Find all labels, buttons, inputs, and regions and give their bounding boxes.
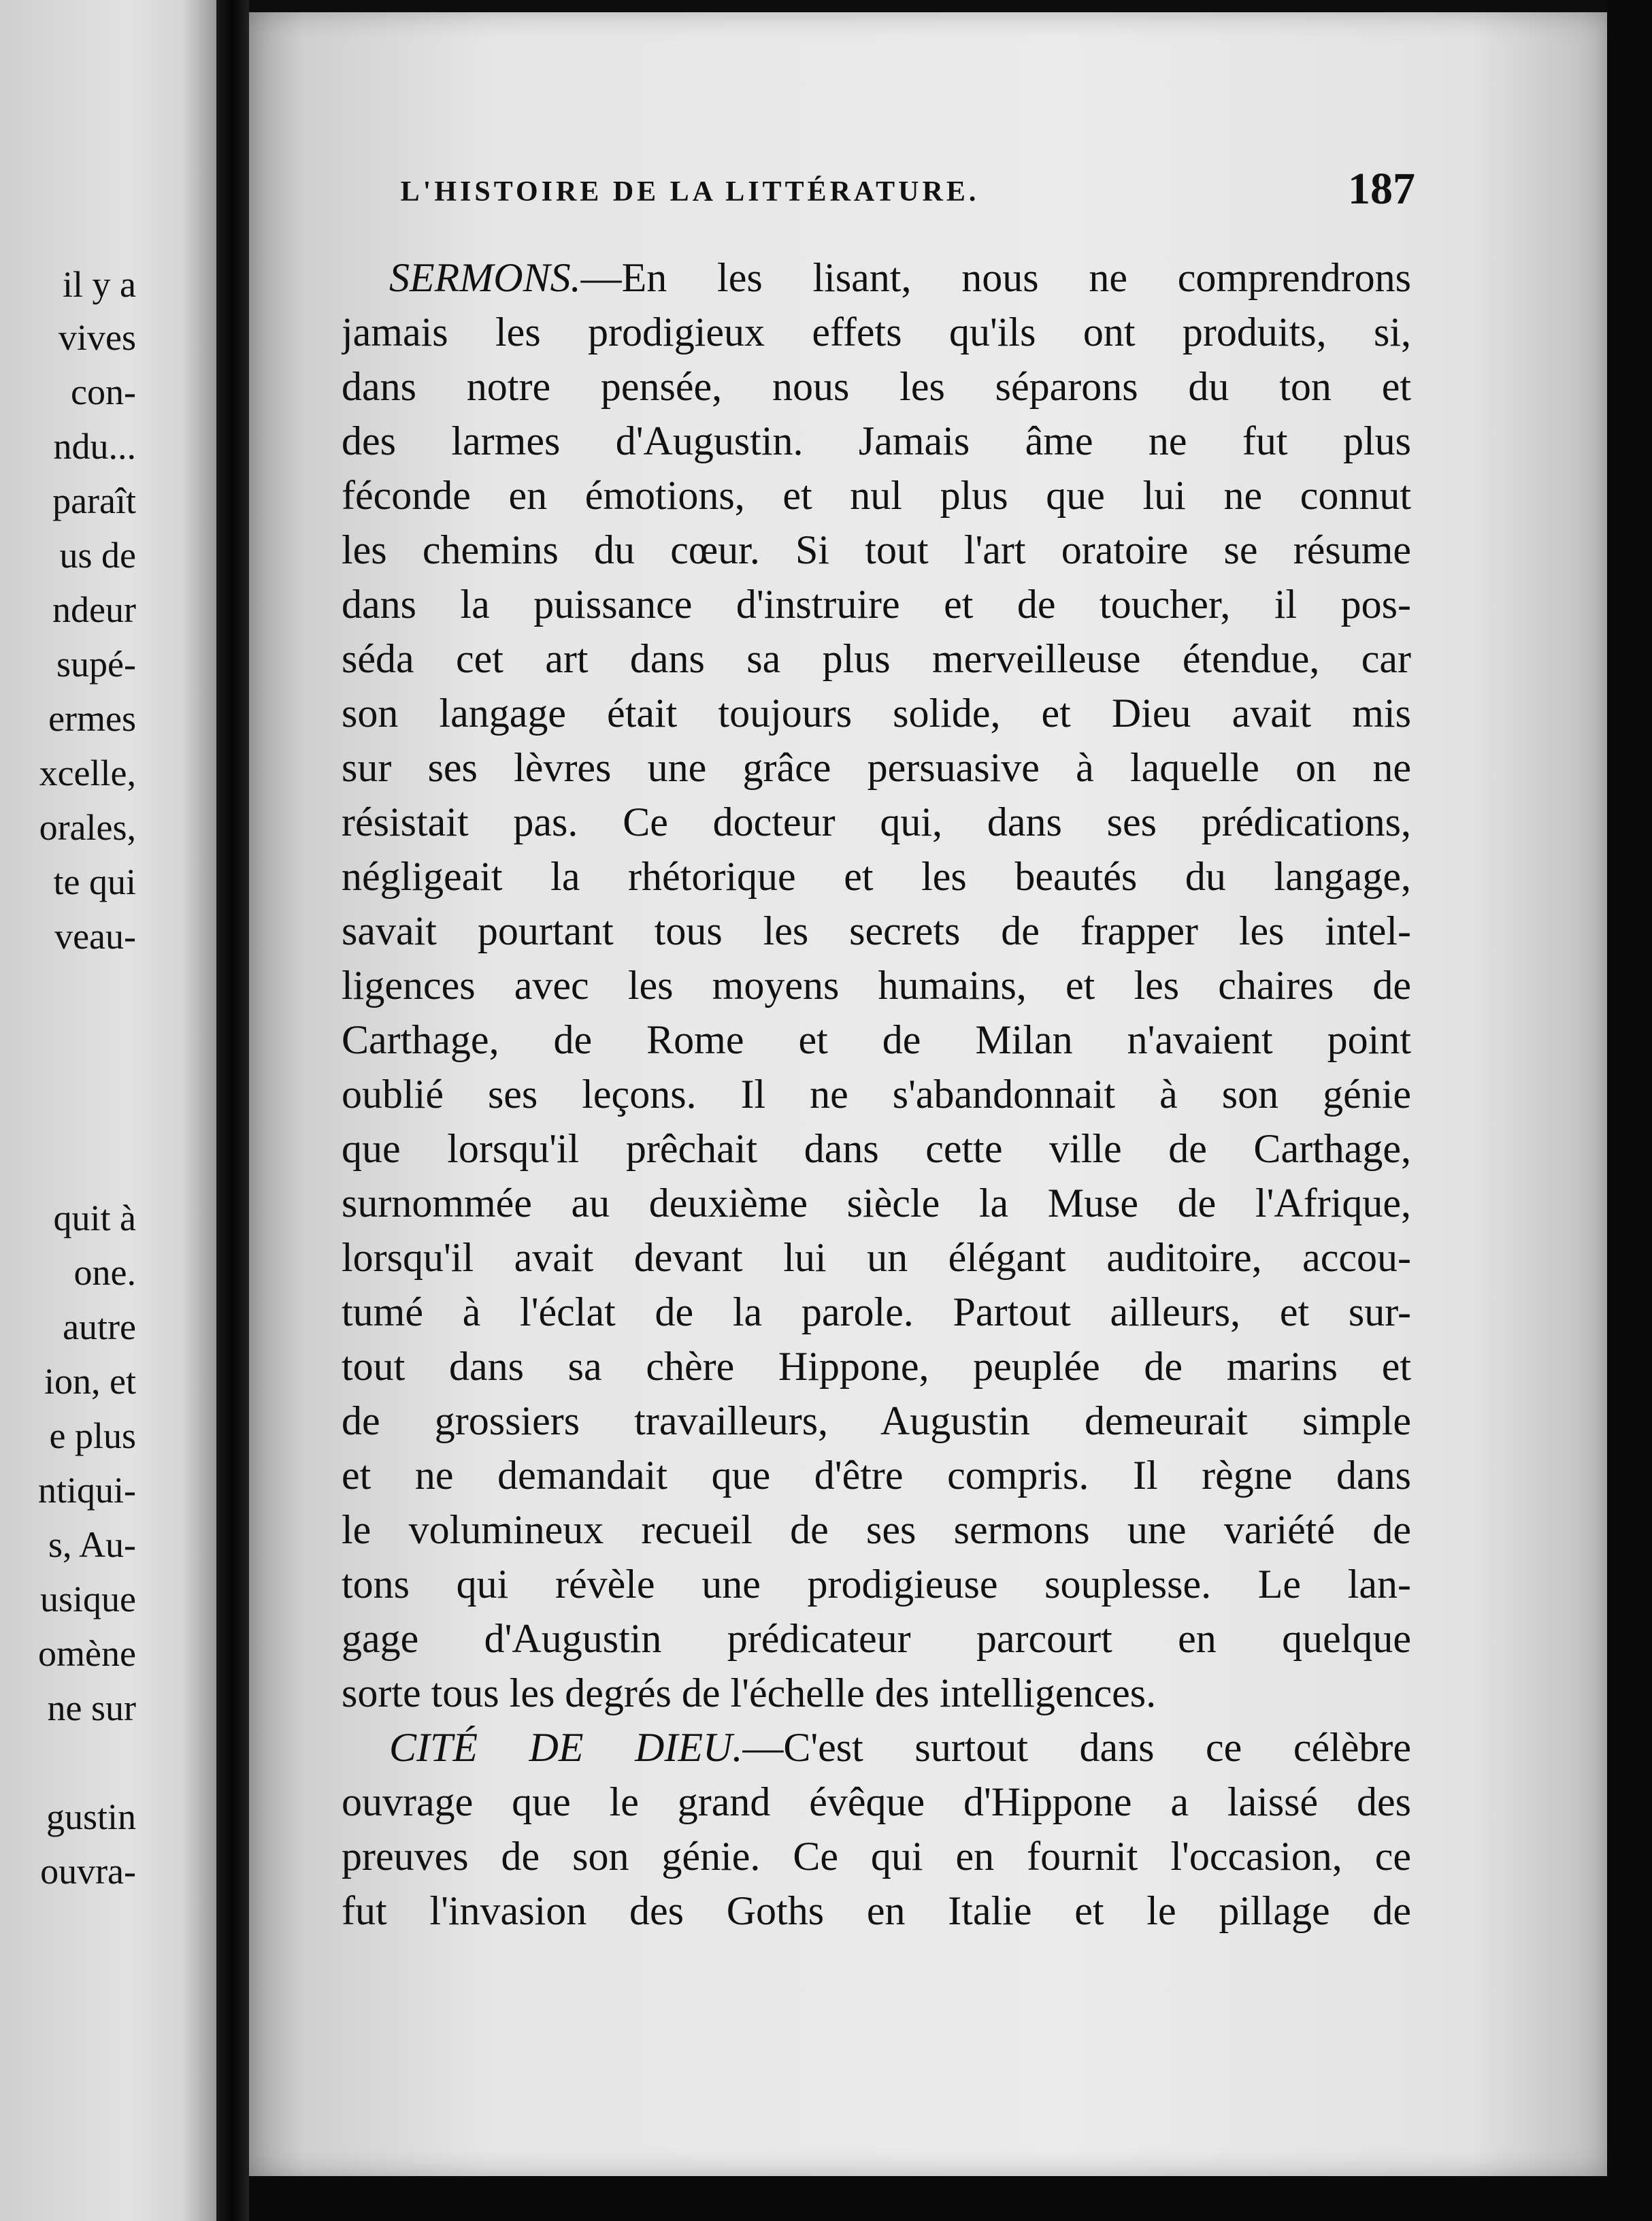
facing-page-line: ntiqui-	[38, 1470, 136, 1511]
scan-border-right	[1607, 0, 1652, 2221]
scan-border-bottom	[249, 2176, 1607, 2221]
facing-page-line: veau-	[54, 916, 136, 957]
page-number: 187	[1348, 164, 1415, 214]
text-line: lorsqu'il avait devant lui un élégant auditoire, accou-	[342, 1235, 1411, 1280]
facing-page-line: xcelle,	[39, 753, 136, 793]
facing-page-line: one.	[73, 1252, 136, 1293]
facing-page-line: ouvra-	[40, 1851, 136, 1892]
facing-page-line: s, Au-	[48, 1524, 136, 1565]
facing-page-line: te qui	[53, 861, 136, 902]
text-line: Carthage, de Rome et de Milan n'avaient point	[342, 1017, 1411, 1062]
text-line: résistait pas. Ce docteur qui, dans ses prédications,	[342, 800, 1411, 844]
facing-page-line: vives	[59, 317, 136, 358]
text-line-content: —C'est surtout dans ce célèbre	[742, 1725, 1411, 1770]
text-line: féconde en émotions, et nul plus que lui ne connut	[342, 473, 1411, 518]
text-line: tons qui révèle une prodigieuse souplesse. Le lan-	[342, 1562, 1411, 1607]
facing-page-line: autre	[63, 1306, 136, 1347]
text-line: tout dans sa chère Hippone, peuplée de marins et	[342, 1344, 1411, 1389]
text-line: le volumineux recueil de ses sermons une variété de	[342, 1507, 1411, 1552]
text-line: dans notre pensée, nous les séparons du ton et	[342, 364, 1411, 409]
book-gutter	[216, 0, 249, 2221]
text-line: savait pourtant tous les secrets de frapper les intel-	[342, 908, 1411, 953]
facing-page-line: ermes	[48, 698, 136, 739]
facing-page-fragment	[0, 0, 216, 2221]
text-line: sur ses lèvres une grâce persuasive à laquelle on ne	[342, 745, 1411, 790]
facing-page-line: omène	[38, 1633, 136, 1674]
text-line: dans la puissance d'instruire et de toucher, il pos-	[342, 582, 1411, 627]
text-line: et ne demandait que d'être compris. Il règne dans	[342, 1453, 1411, 1498]
facing-page-line: gustin	[46, 1796, 136, 1837]
section-heading: CITÉ DE DIEU.	[389, 1725, 743, 1770]
text-line: ligences avec les moyens humains, et les chaires de	[342, 963, 1411, 1008]
text-line: tumé à l'éclat de la parole. Partout ailleurs, et sur-	[342, 1289, 1411, 1334]
facing-page-line: ion, et	[44, 1361, 136, 1402]
facing-page-line: il y a	[63, 264, 136, 305]
facing-page-line: usique	[40, 1579, 136, 1619]
text-line: surnommée au deuxième siècle la Muse de l'Afrique,	[342, 1181, 1411, 1225]
facing-page-line: quit à	[53, 1198, 136, 1238]
facing-page-line: e plus	[49, 1415, 136, 1456]
facing-page-line: us de	[59, 535, 136, 576]
text-line: son langage était toujours solide, et Dieu avait mis	[342, 691, 1411, 736]
running-head: L'HISTOIRE DE LA LITTÉRATURE.	[400, 176, 980, 208]
facing-page-line: orales,	[39, 807, 136, 848]
text-line: gage d'Augustin prédicateur parcourt en quelque	[342, 1616, 1411, 1661]
facing-page-line: paraît	[52, 480, 136, 521]
section-heading: SERMONS.	[389, 255, 581, 300]
text-line: séda cet art dans sa plus merveilleuse étendue, car	[342, 636, 1411, 681]
text-line: jamais les prodigieux effets qu'ils ont produits, si,	[342, 310, 1411, 355]
facing-page-line: con-	[71, 372, 136, 412]
text-line: fut l'invasion des Goths en Italie et le pillage de	[342, 1888, 1411, 1933]
text-line: sorte tous les degrés de l'échelle des intelligences.	[342, 1671, 1157, 1715]
text-line: négligeait la rhétorique et les beautés du langage,	[342, 854, 1411, 899]
text-line: les chemins du cœur. Si tout l'art oratoire se résume	[342, 527, 1411, 572]
text-line-content: —En les lisant, nous ne comprendrons	[580, 255, 1411, 300]
facing-page-line: ne sur	[47, 1688, 136, 1728]
facing-page-line: supé-	[56, 644, 136, 685]
text-line: oublié ses leçons. Il ne s'abandonnait à son génie	[342, 1072, 1411, 1117]
text-line	[389, 1720, 1411, 1775]
text-line: que lorsqu'il prêchait dans cette ville de Carthage,	[342, 1126, 1411, 1171]
text-line: de grossiers travailleurs, Augustin demeurait simple	[342, 1398, 1411, 1443]
text-line: ouvrage que le grand évêque d'Hippone a laissé des	[342, 1779, 1411, 1824]
text-line	[389, 250, 1411, 305]
text-line: des larmes d'Augustin. Jamais âme ne fut plus	[342, 418, 1411, 463]
text-line: preuves de son génie. Ce qui en fournit l'occasion, ce	[342, 1834, 1411, 1879]
facing-page-line: ndeur	[52, 589, 136, 630]
facing-page-line: ndu...	[53, 426, 136, 467]
